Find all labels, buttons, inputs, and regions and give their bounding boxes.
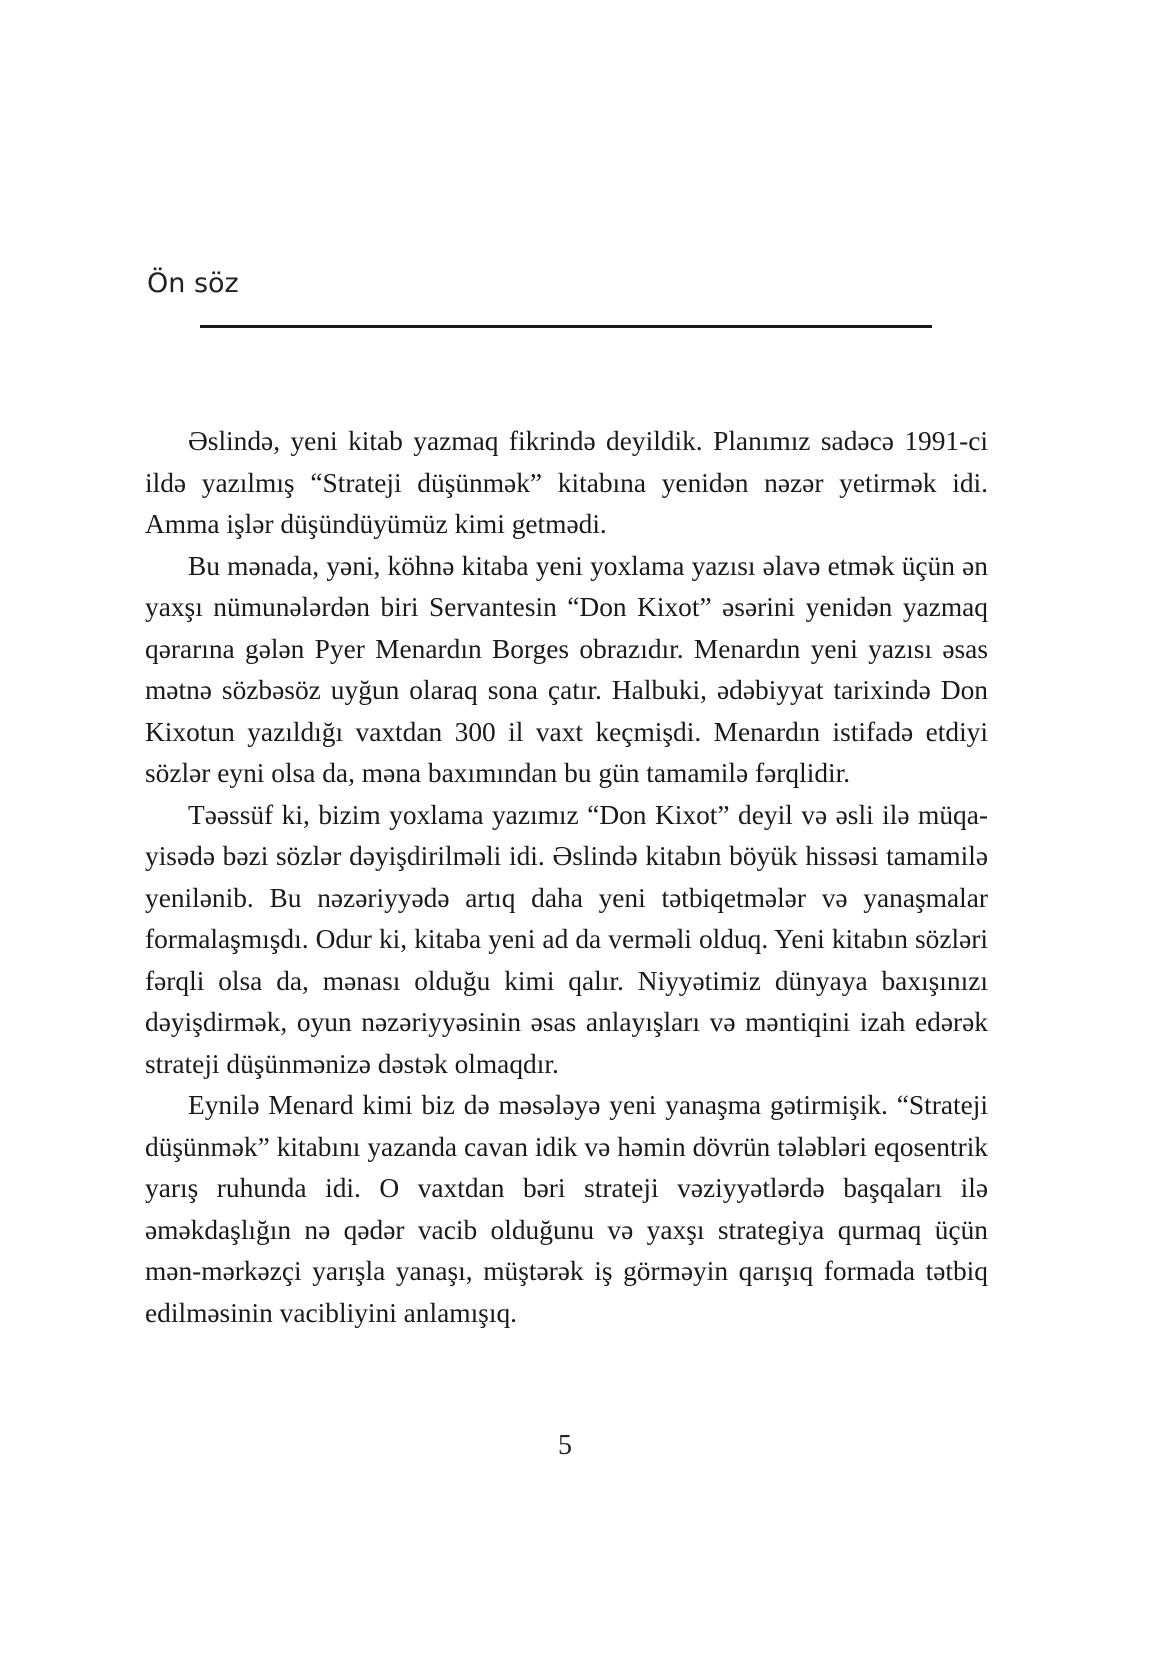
paragraph-2: Bu mənada, yəni, köhnə kitaba yeni yoxlama yazısı əlavə etmək üçün ən yaxşı nümunələrdən biri Servantesin “Don Kixot” əsərini yenidən yazmaq qərarına gələn Pyer Menardın Borges obrazıdır. Menardın yeni yazısı əsas mətnə sözbəsöz uyğun olaraq sona çatır. Halbuki, ədəbiyyat tarixində Don Kixotun yazıldığı vaxtdan 300 il vaxt keçmişdi. Menardın istifadə etdiyi sözlər eyni olsa da, məna baxımından bu gün tamamilə fərqlidir. bbox=[145, 550, 988, 788]
title-underline-rule bbox=[200, 325, 932, 328]
paragraph-3: Təəssüf ki, bizim yoxlama yazımız “Don Kixot” deyil və əsli ilə müqayisədə bəzi sözlər dəyişdirilməli idi. Əslində kitabın böyük hissəsi tamamilə yenilənib. Bu nəzəriyyədə artıq daha yeni tətbiqetmələr və yanaşmalar formalaşmışdı. Odur ki, kitaba yeni ad da verməli olduq. Yeni kitabın sözləri fərqli olsa da, mənası olduğu kimi qalır. Niyyətimiz dünyaya baxışınızı dəyişdirmək, oyun nəzəriyyəsinin əsas anlayışları və məntiqini izah edərək strateji düşünmənizə dəstək olmaqdır. bbox=[145, 799, 988, 1079]
page-number: 5 bbox=[558, 1430, 572, 1461]
chapter-title: Ön söz bbox=[147, 268, 239, 299]
paragraph-4: Eynilə Menard kimi biz də məsələyə yeni yanaşma gətirmişik. “Strateji düşünmək” kitabını yazanda cavan idik və həmin dövrün tələbləri eqosentrik yarış ruhunda idi. O vaxtdan bəri strateji vəziyyətlərdə başqaları ilə əməkdaşlığın nə qədər vacib olduğunu və yaxşı strategiya qurmaq üçün mən-mərkəzçi yarışla yanaşı, müştərək iş görməyin qarışıq formada tətbiq edilməsinin vacibliyini anlamışıq. bbox=[145, 1090, 988, 1328]
body-text bbox=[145, 421, 988, 1334]
paragraph-1: Əslində, yeni kitab yazmaq fikrində deyildik. Planımız sadəcə 1991-ci ildə yazılmış “Strateji düşünmək” kitabına yenidən nəzər yetirmək idi. Amma işlər düşündüyümüz kimi getmədi. bbox=[145, 426, 988, 539]
